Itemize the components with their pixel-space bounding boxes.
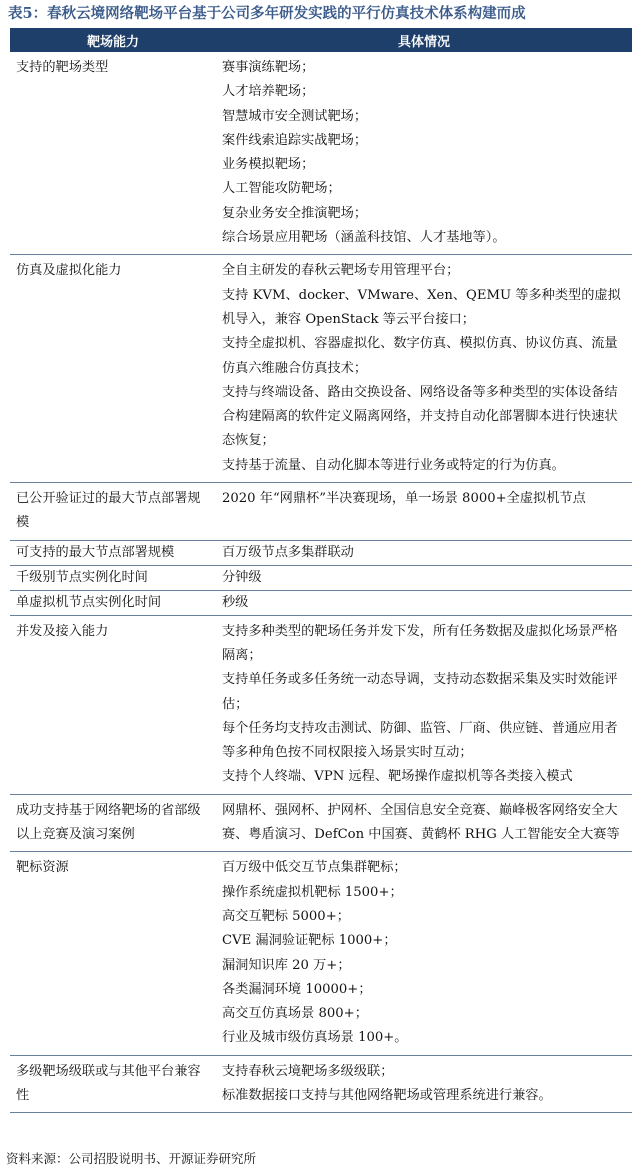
detail-line: 案件线索追踪实战靶场； — [222, 132, 368, 148]
detail-line: 综合场景应用靶场（涵盖科技馆、人才基地等）。 — [222, 230, 506, 246]
detail-line: 赛事演练靶场； — [222, 60, 315, 75]
table-row — [10, 615, 632, 794]
capability-cell: 已公开验证过的最大节点部署规模 — [10, 483, 216, 541]
table-row — [10, 1055, 632, 1113]
detail-line: 行业及城市级仿真场景 100+。 — [222, 1030, 408, 1046]
column-header-capability: 靶场能力 — [10, 28, 216, 52]
details-cell — [216, 590, 632, 615]
detail-line: 各类漏洞环境 10000+； — [222, 981, 372, 997]
capability-cell: 并发及接入能力 — [10, 615, 216, 794]
detail-line: 业务模拟靶场； — [222, 157, 315, 173]
detail-line: 高交互靶标 5000+； — [222, 908, 350, 924]
detail-line: 支持全虚拟机、容器虚拟化、数字仿真、模拟仿真、协议仿真、流量仿真六维融合仿真技术； — [222, 336, 618, 376]
detail-line: 标准数据接口支持与其他网络靶场或管理系统进行兼容。 — [222, 1087, 552, 1103]
capability-cell: 千级别节点实例化时间 — [10, 565, 216, 590]
detail-line: CVE 漏洞验证靶标 1000+； — [222, 933, 397, 949]
column-header-details: 具体情况 — [216, 28, 632, 52]
capability-cell: 成功支持基于网络靶场的省部级以上竞赛及演习案例 — [10, 794, 216, 852]
detail-line: 复杂业务安全推演靶场； — [222, 205, 368, 221]
capability-cell: 多级靶场级联或与其他平台兼容性 — [10, 1055, 216, 1113]
detail-line: 支持个人终端、VPN 远程、靶场操作虚拟机等各类接入模式 — [222, 769, 573, 785]
detail-line: 高交互仿真场景 800+； — [222, 1006, 368, 1022]
capability-cell: 仿真及虚拟化能力 — [10, 255, 216, 483]
table-header-row — [10, 28, 632, 52]
detail-line: 支持单任务或多任务统一动态导调，支持动态数据采集及实时效能评估； — [222, 672, 618, 712]
detail-line: 百万级节点多集群联动 — [222, 544, 354, 560]
table-row — [10, 255, 632, 483]
details-cell — [216, 852, 632, 1055]
table-row — [10, 540, 632, 565]
table-row — [10, 590, 632, 615]
details-cell — [216, 1055, 632, 1113]
detail-line: 操作系统虚拟机靶标 1500+； — [222, 884, 403, 900]
detail-line: 支持多种类型的靶场任务并发下发，所有任务数据及虚拟化场景严格隔离； — [222, 623, 618, 663]
table-row — [10, 52, 632, 255]
detail-line: 支持春秋云境靶场多级级联； — [222, 1063, 394, 1079]
capability-cell: 单虚拟机节点实例化时间 — [10, 590, 216, 615]
detail-line: 全自主研发的春秋云靶场专用管理平台； — [222, 263, 460, 279]
details-cell — [216, 615, 632, 794]
details-cell — [216, 794, 632, 852]
details-cell — [216, 565, 632, 590]
detail-line: 支持与终端设备、路由交换设备、网络设备等多种类型的实体设备结合构建隔离的软件定义隔离网络，并支持自动化部署脚本进行快速状态恢复； — [222, 384, 618, 449]
table-row — [10, 483, 632, 541]
capability-cell: 靶标资源 — [10, 852, 216, 1055]
details-cell — [216, 52, 632, 255]
table-row — [10, 794, 632, 852]
capability-cell: 可支持的最大节点部署规模 — [10, 540, 216, 565]
detail-line: 2020 年“网鼎杯”半决赛现场，单一场景 8000+全虚拟机节点 — [222, 491, 586, 507]
detail-line: 每个任务均支持攻击测试、防御、监管、厂商、供应链、普通应用者等多种角色按不同权限接入场景实时互动； — [222, 720, 618, 761]
details-cell — [216, 540, 632, 565]
details-cell — [216, 483, 632, 541]
detail-line: 网鼎杯、强网杯、护网杯、全国信息安全竞赛、巅峰极客网络安全大赛、粤盾演习、DefCon 中国赛、黄鹤杯 RHG 人工智能安全大赛等 — [222, 802, 620, 843]
detail-line: 漏洞知识库 20 万+； — [222, 957, 351, 973]
table-row — [10, 565, 632, 590]
table-row — [10, 852, 632, 1055]
source-note: 资料来源：公司招股说明书、开源证券研究所 — [6, 1151, 257, 1166]
detail-line: 智慧城市安全测试靶场； — [222, 108, 368, 124]
detail-line: 支持基于流量、自动化脚本等进行业务或特定的行为仿真。 — [222, 457, 565, 473]
detail-line: 人才培养靶场； — [222, 84, 315, 100]
detail-line: 百万级中低交互节点集群靶标； — [222, 860, 407, 876]
detail-line: 支持 KVM、docker、VMware、Xen、QEMU 等多种类型的虚拟机导入，兼容 OpenStack 等云平台接口； — [222, 287, 621, 327]
capability-cell: 支持的靶场类型 — [10, 52, 216, 255]
detail-line: 人工智能攻防靶场； — [222, 181, 341, 197]
details-cell — [216, 255, 632, 483]
detail-line: 秒级 — [222, 594, 249, 610]
table-title: 表5：春秋云境网络靶场平台基于公司多年研发实践的平行仿真技术体系构建而成 — [8, 5, 526, 22]
table-body — [10, 52, 632, 1113]
detail-line: 分钟级 — [222, 569, 262, 585]
capability-table — [10, 28, 632, 1113]
